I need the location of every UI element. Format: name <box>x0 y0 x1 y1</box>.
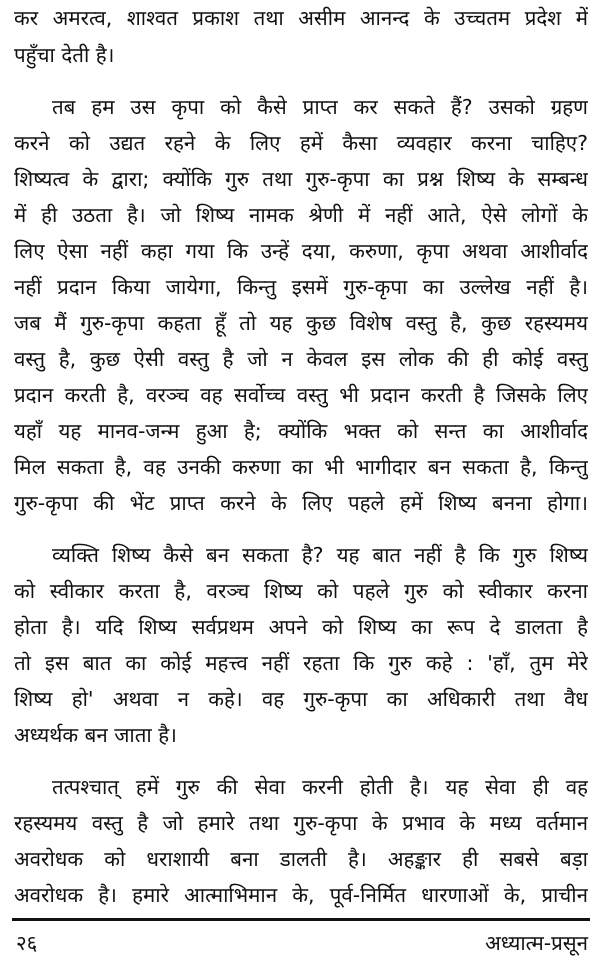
text-line: में ही उठता है। जो शिष्य नामक श्रेणी में नहीं आते, ऐसे लोगों के <box>14 203 588 227</box>
text-line: को स्वीकार करता है, वरञ्च शिष्य को पहले गुरु को स्वीकार करना <box>14 579 588 603</box>
text-line: लिए ऐसा नहीं कहा गया कि उन्हें दया, करुणा, कृपा अथवा आशीर्वाद <box>14 239 588 263</box>
text-line: अवरोधक को धराशायी बना डालती है। अहङ्कार ही सबसे बड़ा <box>14 847 588 871</box>
text-line: शिष्यत्व के द्वारा; क्योंकि गुरु तथा गुरु-कृपा का प्रश्न शिष्य के सम्बन्ध <box>14 167 588 191</box>
text-line: कर अमरत्व, शाश्वत प्रकाश तथा असीम आनन्द के उच्चतम प्रदेश में <box>14 6 588 30</box>
text-line: मिल सकता है, वह उनकी करुणा का भी भागीदार बन सकता है, किन्तु <box>14 455 588 479</box>
text-line: जब मैं गुरु-कृपा कहता हूँ तो यह कुछ विशेष वस्तु है, कुछ रहस्यमय <box>14 311 588 335</box>
text-line: पहुँचा देती है। <box>14 43 115 67</box>
text-line: अध्यर्थक बन जाता है। <box>14 723 177 747</box>
text-line: नहीं प्रदान किया जायेगा, किन्तु इसमें गुरु-कृपा का उल्लेख नहीं है। <box>14 275 588 299</box>
text-line: तत्पश्चात् हमें गुरु की सेवा करनी होती है। यह सेवा ही वह <box>52 775 588 799</box>
book-title: अध्यात्म-प्रसून <box>485 931 588 955</box>
text-line: व्यक्ति शिष्य कैसे बन सकता है? यह बात नहीं है कि गुरु शिष्य <box>52 543 588 567</box>
text-line: होता है। यदि शिष्य सर्वप्रथम अपने को शिष्य का रूप दे डालता है <box>14 615 588 639</box>
text-line: तो इस बात का कोई महत्त्व नहीं रहता कि गुरु कहे : 'हाँ, तुम मेरे <box>14 651 588 675</box>
text-line: शिष्य हो' अथवा न कहे। वह गुरु-कृपा का अधिकारी तथा वैध <box>14 687 588 711</box>
footer-rule <box>12 918 590 921</box>
text-line: प्रदान करती है, वरञ्च वह सर्वोच्च वस्तु भी प्रदान करती है जिसके लिए <box>14 383 588 407</box>
text-line: गुरु-कृपा की भेंट प्राप्त करने के लिए पहले हमें शिष्य बनना होगा। <box>14 491 588 515</box>
text-line: वस्तु है, कुछ ऐसी वस्तु है जो न केवल इस लोक की ही कोई वस्तु <box>14 347 588 371</box>
page-number: २६ <box>16 931 38 955</box>
text-line: रहस्यमय वस्तु है जो हमारे तथा गुरु-कृपा के प्रभाव के मध्य वर्तमान <box>14 811 588 835</box>
text-line: यहाँ यह मानव-जन्म हुआ है; क्योंकि भक्त को सन्त का आशीर्वाद <box>14 419 588 443</box>
text-line: अवरोधक है। हमारे आत्माभिमान के, पूर्व-निर्मित धारणाओं के, प्राचीन <box>14 883 588 907</box>
text-line: तब हम उस कृपा को कैसे प्राप्त कर सकते हैं? उसको ग्रहण <box>52 95 588 119</box>
text-line: करने को उद्यत रहने के लिए हमें कैसा व्यवहार करना चाहिए? <box>14 131 588 155</box>
